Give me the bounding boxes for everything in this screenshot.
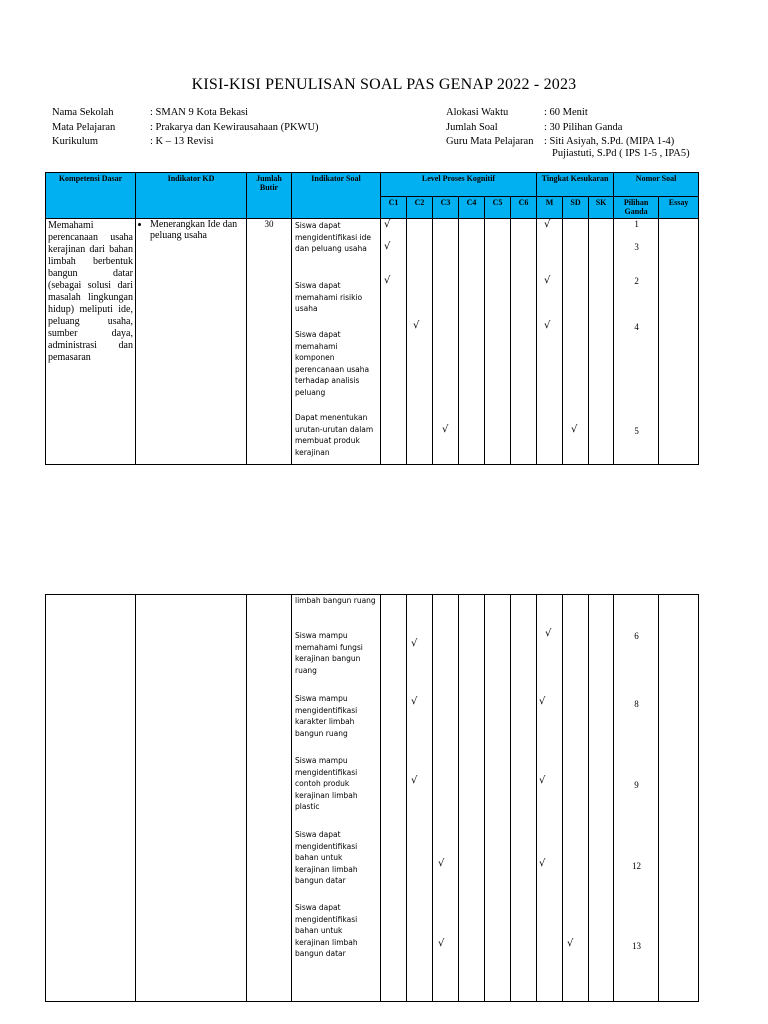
check-mark: √ [539, 696, 546, 707]
meta-label: Guru Mata Pelajaran [446, 136, 534, 147]
meta-label: Nama Sekolah [52, 107, 114, 118]
indikator-soal-text: Siswa dapat mengidentifikasi ide dan peluang usaha [295, 221, 372, 253]
indikator-soal-cell [292, 219, 381, 465]
meta-value: : SMAN 9 Kota Bekasi [150, 107, 248, 118]
c3-cell [433, 219, 459, 465]
indikator-soal-cell [292, 595, 381, 1002]
header-sd: SD [563, 197, 589, 219]
indikator-soal-text: Dapat menentukan urutan-urutan dalam membuat produk kerajinan [295, 413, 374, 457]
question-number: 12 [632, 861, 641, 871]
sd-cell [563, 219, 589, 465]
meta-value: Pujiastuti, S.Pd ( IPS 1-5 , IPA5) [552, 148, 690, 159]
kd-cell: Memahami perencanaan usaha kerajinan dari bahan limbah berbentuk bangun datar (sebagai solusi dari masalah lingkungan hidup) meliputi ide, peluang usaha, sumber daya, administrasi dan pemasaran [46, 219, 136, 465]
header-tingkat: Tingkat Kesukaran [537, 173, 614, 197]
check-mark: √ [539, 858, 546, 869]
check-mark: √ [567, 938, 574, 949]
check-mark: √ [411, 696, 418, 707]
c6-cell [511, 595, 537, 1002]
c4-cell [459, 595, 485, 1002]
header-level: Level Proses Kognitif [381, 173, 537, 197]
meta-label: Mata Pelajaran [52, 122, 116, 133]
check-mark: √ [544, 275, 551, 286]
pilihan-ganda-cell [614, 219, 659, 465]
header-c5: C5 [485, 197, 511, 219]
check-mark: √ [384, 275, 391, 286]
check-mark: √ [544, 320, 551, 331]
document-title: KISI-KISI PENULISAN SOAL PAS GENAP 2022 - 2023 [191, 76, 577, 93]
check-mark: √ [413, 320, 420, 331]
m-cell [537, 219, 563, 465]
meta-value: : Prakarya dan Kewirausahaan (PKWU) [150, 122, 319, 133]
c3-cell [433, 595, 459, 1002]
indikator-soal-text: Siswa dapat memahami risikio usaha [295, 281, 363, 313]
kisi-kisi-table-page-2 [45, 594, 699, 1002]
header-c6: C6 [511, 197, 537, 219]
jumlah-butir-cell [247, 595, 292, 1002]
indikator-kd-cell [136, 219, 247, 465]
meta-value: : 30 Pilihan Ganda [544, 122, 623, 133]
check-mark: √ [411, 638, 418, 649]
header-indikator-soal: Indikator Soal [292, 173, 381, 219]
header-c3: C3 [433, 197, 459, 219]
header-pilihan-ganda: Pilihan Ganda [614, 197, 659, 219]
meta-value: : K – 13 Revisi [150, 136, 214, 147]
meta-label: Jumlah Soal [446, 122, 498, 133]
meta-left [52, 106, 392, 150]
header-sk: SK [589, 197, 614, 219]
jumlah-butir-cell: 30 [247, 219, 292, 465]
indikator-kd-item: • Menerangkan Ide dan peluang usaha [150, 219, 246, 241]
indikator-soal-text: limbah bangun ruang [295, 596, 376, 605]
kd-cell [46, 595, 136, 1002]
indikator-soal-text: Siswa mampu mengidentifikasi contoh produk kerajinan limbah plastic [295, 756, 358, 811]
header-m: M [537, 197, 563, 219]
header-c4: C4 [459, 197, 485, 219]
header-essay: Essay [659, 197, 699, 219]
question-number: 1 [634, 219, 639, 229]
pilihan-ganda-cell [614, 595, 659, 1002]
header-nomor: Nomor Soal [614, 173, 699, 197]
question-number: 6 [634, 631, 639, 641]
question-number: 2 [634, 276, 639, 286]
check-mark: √ [442, 424, 449, 435]
header-kd: Kompetensi Dasar [46, 173, 136, 219]
kisi-kisi-table-page-1 [45, 172, 699, 465]
m-cell [537, 595, 563, 1002]
essay-cell [659, 595, 699, 1002]
sk-cell [589, 219, 614, 465]
question-number: 5 [634, 426, 639, 436]
header-c2: C2 [407, 197, 433, 219]
check-mark: √ [544, 219, 551, 230]
indikator-soal-text: Siswa dapat mengidentifikasi bahan untuk kerajinan limbah bangun datar [295, 830, 358, 885]
indikator-soal-text: Siswa dapat memahami komponen perencanaan usaha terhadap analisis peluang [295, 330, 370, 397]
meta-value: : Siti Asiyah, S.Pd. (MIPA 1-4) [544, 136, 675, 147]
check-mark: √ [539, 775, 546, 786]
indikator-soal-text: Siswa dapat mengidentifikasi bahan untuk kerajinan limbah bangun datar [295, 903, 358, 958]
header-jumlah-butir: Jumlah Butir [247, 173, 292, 219]
header-c1: C1 [381, 197, 407, 219]
check-mark: √ [545, 628, 552, 639]
question-number: 4 [634, 322, 639, 332]
c6-cell [511, 219, 537, 465]
meta-label: Alokasi Waktu [446, 107, 509, 118]
check-mark: √ [384, 241, 391, 252]
check-mark: √ [411, 775, 418, 786]
meta-value: : 60 Menit [544, 107, 588, 118]
question-number: 13 [632, 941, 641, 951]
check-mark: √ [384, 219, 391, 230]
indikator-kd-cell [136, 595, 247, 1002]
question-number: 8 [634, 699, 639, 709]
essay-cell [659, 219, 699, 465]
c1-cell [381, 219, 407, 465]
c5-cell [485, 219, 511, 465]
sk-cell [589, 595, 614, 1002]
check-mark: √ [571, 424, 578, 435]
meta-label: Kurikulum [52, 136, 99, 147]
meta-right [446, 106, 746, 162]
c2-cell [407, 219, 433, 465]
question-number: 3 [634, 242, 639, 252]
check-mark: √ [438, 858, 445, 869]
indikator-soal-text: Siswa mampu memahami fungsi kerajinan bangun ruang [295, 631, 363, 675]
header-indikator-kd: Indikator KD [136, 173, 247, 219]
indikator-soal-text: Siswa mampu mengidentifikasi karakter limbah bangun ruang [295, 694, 358, 738]
c4-cell [459, 219, 485, 465]
check-mark: √ [438, 938, 445, 949]
c2-cell [407, 595, 433, 1002]
c1-cell [381, 595, 407, 1002]
question-number: 9 [634, 780, 639, 790]
sd-cell [563, 595, 589, 1002]
c5-cell [485, 595, 511, 1002]
